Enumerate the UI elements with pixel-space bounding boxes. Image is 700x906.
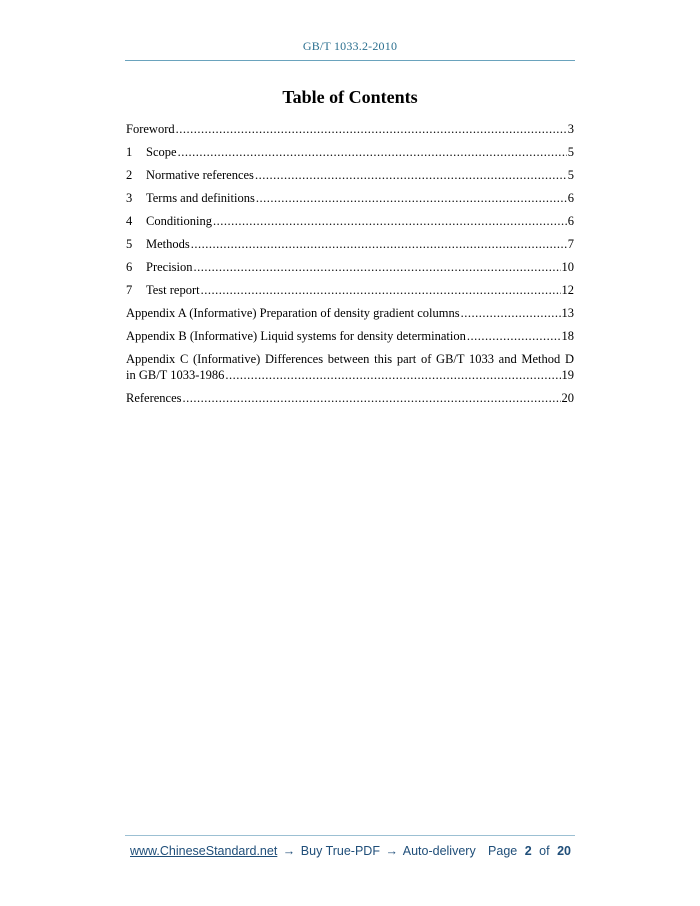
toc-entry-label: Foreword <box>126 122 175 136</box>
toc-entry-label: Appendix B (Informative) Liquid systems for density determination <box>126 329 466 343</box>
toc-entry-label: Scope <box>146 145 177 159</box>
toc-entry-number: 6 <box>126 260 133 274</box>
toc-entry-number: 1 <box>126 145 133 159</box>
toc-leader-dots <box>201 282 561 298</box>
toc-entry-label: Appendix A (Informative) Preparation of density gradient columns <box>126 306 460 320</box>
toc-entry-number: 7 <box>126 283 133 297</box>
toc-entry-page: 7 <box>567 237 574 251</box>
toc-entry-page: 20 <box>561 391 574 405</box>
toc-leader-dots <box>183 390 561 406</box>
toc-entry-number: 5 <box>126 237 133 251</box>
toc-entry-number: 2 <box>126 168 133 182</box>
toc-leader-dots <box>467 328 561 344</box>
buy-pdf-text: Buy True-PDF <box>300 844 380 858</box>
toc-leader-dots <box>255 167 567 183</box>
of-word: of <box>539 844 550 858</box>
toc-entry-methods[interactable] <box>126 236 574 252</box>
toc-entry-label: Normative references <box>146 168 254 182</box>
arrow-right-icon: → <box>385 844 398 858</box>
toc-entry-appendix-c[interactable] <box>126 351 574 383</box>
toc-entry-page: 3 <box>567 122 574 136</box>
toc-leader-dots <box>461 305 561 321</box>
toc-leader-dots <box>194 259 561 275</box>
toc-entry-normative-references[interactable] <box>126 167 574 183</box>
page-indicator <box>488 844 571 858</box>
arrow-right-icon: → <box>282 844 296 858</box>
toc-leader-dots <box>176 121 567 137</box>
toc-entry-precision[interactable] <box>126 259 574 275</box>
toc-entry-label-line2: in GB/T 1033-1986 <box>126 368 225 382</box>
toc-entry-page: 19 <box>561 368 574 382</box>
toc-entry-label: Terms and definitions <box>146 191 255 205</box>
current-page-number: 2 <box>524 844 532 858</box>
toc-entry-label: Precision <box>146 260 193 274</box>
toc-entry-number: 3 <box>126 191 133 205</box>
toc-leader-dots <box>256 190 567 206</box>
toc-entry-references[interactable] <box>126 390 574 406</box>
toc-entry-scope[interactable] <box>126 144 574 160</box>
toc-entry-label-line1: Appendix C (Informative) Differences between this part of GB/T 1033 and Method D <box>126 352 574 366</box>
header-rule <box>125 60 575 61</box>
footer-rule <box>125 835 575 836</box>
toc-leader-dots <box>178 144 567 160</box>
toc-leader-dots <box>191 236 567 252</box>
toc-entry-number: 4 <box>126 214 133 228</box>
toc-entry-label: Methods <box>146 237 190 251</box>
footer-promo <box>130 844 476 858</box>
toc-title: Table of Contents <box>282 87 418 107</box>
toc-leader-dots <box>225 367 560 383</box>
table-of-contents <box>126 121 574 413</box>
website-link[interactable]: www.ChineseStandard.net <box>130 844 278 858</box>
toc-entry-appendix-b[interactable] <box>126 328 574 344</box>
toc-entry-appendix-a[interactable] <box>126 305 574 321</box>
toc-entry-page: 13 <box>561 306 574 320</box>
toc-entry-terms-and-definitions[interactable] <box>126 190 574 206</box>
page-word: Page <box>488 844 518 858</box>
toc-entry-label: Test report <box>146 283 200 297</box>
auto-delivery-text: Auto-delivery <box>402 844 476 858</box>
toc-entry-test-report[interactable] <box>126 282 574 298</box>
toc-entry-page: 18 <box>561 329 574 343</box>
toc-entry-page: 6 <box>567 191 574 205</box>
toc-entry-line2 <box>126 367 574 383</box>
toc-entry-page: 5 <box>567 145 574 159</box>
toc-leader-dots <box>213 213 567 229</box>
toc-entry-page: 5 <box>567 168 574 182</box>
toc-entry-foreword[interactable] <box>126 121 574 137</box>
toc-entry-label: References <box>126 391 182 405</box>
toc-entry-conditioning[interactable] <box>126 213 574 229</box>
toc-entry-page: 10 <box>561 260 574 274</box>
total-pages: 20 <box>557 844 571 858</box>
toc-entry-label: Conditioning <box>146 214 212 228</box>
toc-entry-page: 6 <box>567 214 574 228</box>
document-code-header: GB/T 1033.2-2010 <box>302 39 398 53</box>
toc-entry-page: 12 <box>561 283 574 297</box>
